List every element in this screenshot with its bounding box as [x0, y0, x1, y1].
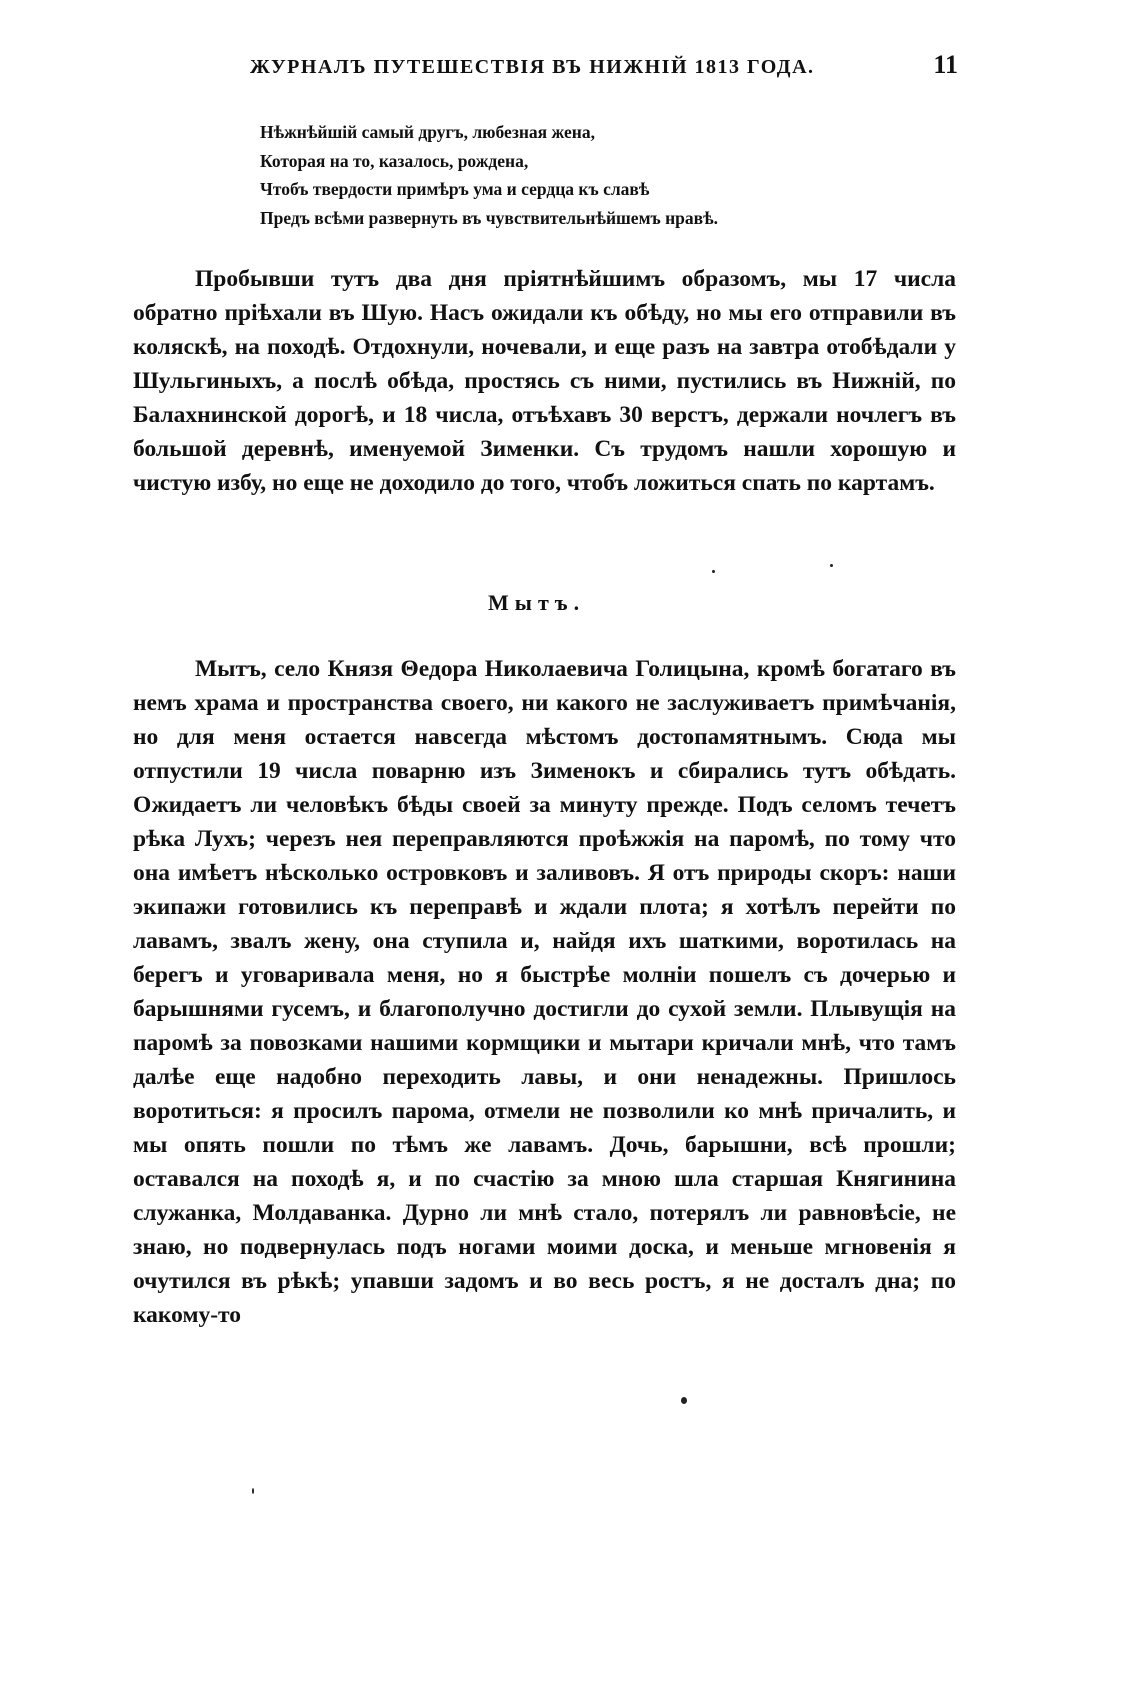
section-title: Мытъ. — [488, 590, 586, 615]
running-title: ЖУРНАЛЪ ПУТЕШЕСТВІЯ ВЪ НИЖНІЙ 1813 ГОДА. — [250, 56, 815, 78]
ink-speck — [712, 570, 715, 573]
ink-speck — [830, 564, 833, 567]
page-header — [130, 50, 980, 84]
verse-line: Которая на то, казалось, рождена, — [260, 150, 529, 171]
verse-stanza — [260, 118, 880, 232]
page-number: 11 — [933, 50, 958, 79]
paragraph-shuya: Пробывши тутъ два дня пріятнѣйшимъ образомъ, мы 17 числа обратно пріѣхали въ Шую. Насъ ожидали къ обѣду, но мы его отправили въ коляскѣ, на походѣ. Отдохнули, ночевали, и еще разъ на завтра отобѣдали у Шульгиныхъ, а послѣ обѣда, простясь съ ними, пустились въ Нижній, по Балахнинской дорогѣ, и 18 числа, отъѣхавъ 30 верстъ, держали ночлегъ въ большой деревнѣ, именуемой Зименки. Съ трудомъ нашли хорошую и чистую избу, но еще не доходило до того, чтобъ ложиться спать по картамъ. — [133, 266, 956, 496]
ink-speck — [681, 1397, 687, 1404]
paragraph-myt: Мытъ, село Князя Θедора Николаевича Голицына, кромѣ богатаго въ немъ храма и пространства своего, ни какого не заслуживаетъ примѣчанія, но для меня остается навсегда мѣстомъ достопамятнымъ. Сюда мы отпустили 19 числа поварню изъ Зименокъ и сбирались тутъ обѣдать. Ожидаетъ ли человѣкъ бѣды своей за минуту прежде. Подъ селомъ течетъ рѣка Лухъ; черезъ нея переправляются проѣжжія на паромѣ, по тому что она имѣетъ нѣсколько островковъ и заливовъ. Я отъ природы скоръ: наши экипажи готовились къ переправѣ и ждали плота; я хотѣлъ перейти по лавамъ, звалъ жену, она ступила и, найдя ихъ шаткими, воротилась на берегъ и уговаривала меня, но я быстрѣе молніи пошелъ съ дочерью и барышнями гусемъ, и благополучно достигли до сухой земли. Плывущія на паромѣ за повозками нашими кормщики и мытари кричали мнѣ, что тамъ далѣе еще надобно переходить лавы, и они ненадежны. Пришлось воротиться: я просилъ парома, отмели не позволили ко мнѣ причалить, и мы опять пошли по тѣмъ же лавамъ. Дочь, барышни, всѣ прошли; оставался на походѣ я, и по счастію за мною шла старшая Княгинина служанка, Молдаванка. Дурно ли мнѣ стало, потерялъ ли равновѣсіе, не знаю, но подвернулась подъ ногами моими доска, и меньше мгновенія я очутился въ рѣкѣ; упавши задомъ и во весь ростъ, я не досталъ дна; по какому-то — [133, 656, 956, 1328]
ink-speck — [252, 1488, 254, 1494]
verse-line: Нѣжнѣйшій самый другъ, любезная жена, — [260, 122, 595, 142]
verse-line: Предъ всѣми развернуть въ чувствительнѣйшемъ нравѣ. — [260, 207, 718, 228]
verse-line: Чтобъ твердости примѣръ ума и сердца къ славѣ — [260, 179, 650, 199]
